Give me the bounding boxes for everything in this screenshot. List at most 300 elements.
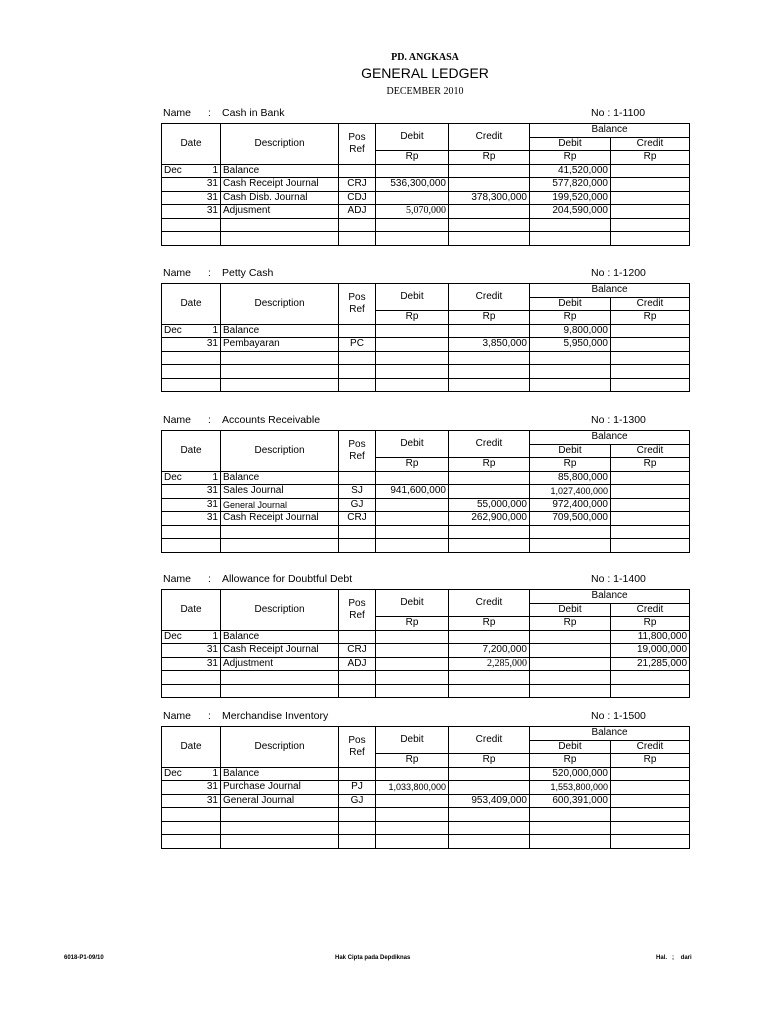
- debit-cell: 941,600,000: [376, 485, 449, 499]
- balance-credit-cell: 11,800,000: [611, 630, 690, 644]
- header-row: [162, 727, 690, 741]
- month-cell: [162, 512, 199, 526]
- ref-cell: [339, 767, 376, 781]
- description-cell: General Journal: [221, 498, 339, 512]
- credit-cell: 55,000,000: [449, 498, 530, 512]
- currency-label: Rp: [611, 458, 690, 472]
- table-row: [162, 471, 690, 485]
- pos-label: Pos: [348, 734, 366, 746]
- day-cell: [199, 351, 221, 365]
- credit-cell: [449, 471, 530, 485]
- balance-credit-cell: [611, 338, 690, 352]
- balance-credit-header: Credit: [611, 137, 690, 151]
- currency-label: Rp: [449, 617, 530, 631]
- ref-cell: CRJ: [339, 178, 376, 192]
- ref-cell: [339, 671, 376, 685]
- date-header: Date: [162, 727, 221, 768]
- ledger-table: [161, 726, 690, 849]
- table-row: [162, 767, 690, 781]
- ref-cell: [339, 835, 376, 849]
- account-header: [161, 414, 689, 430]
- currency-label: Rp: [611, 311, 690, 325]
- balance-credit-cell: [611, 539, 690, 553]
- description-cell: [221, 671, 339, 685]
- table-row: [162, 338, 690, 352]
- balance-debit-cell: 199,520,000: [530, 191, 611, 205]
- description-cell: Balance: [221, 324, 339, 338]
- ledger-table: [161, 430, 690, 553]
- balance-credit-header: Credit: [611, 444, 690, 458]
- colon: :: [208, 710, 211, 722]
- month-cell: [162, 794, 199, 808]
- credit-cell: [449, 205, 530, 219]
- day-cell: 31: [199, 794, 221, 808]
- day-cell: [199, 218, 221, 232]
- description-cell: Cash Receipt Journal: [221, 178, 339, 192]
- balance-header: Balance: [530, 124, 690, 138]
- month-cell: [162, 835, 199, 849]
- month-cell: Dec: [162, 471, 199, 485]
- company-name: PD. ANGKASA: [391, 52, 459, 63]
- balance-credit-cell: [611, 808, 690, 822]
- debit-header: Debit: [376, 431, 449, 458]
- credit-cell: [449, 630, 530, 644]
- month-cell: Dec: [162, 630, 199, 644]
- day-cell: 31: [199, 205, 221, 219]
- table-row: [162, 378, 690, 392]
- header-row: [162, 124, 690, 138]
- table-row: [162, 218, 690, 232]
- balance-credit-cell: [611, 164, 690, 178]
- credit-cell: [449, 218, 530, 232]
- day-cell: 31: [199, 338, 221, 352]
- balance-debit-cell: 709,500,000: [530, 512, 611, 526]
- account-name: Merchandise Inventory: [222, 710, 329, 722]
- account-header: [161, 267, 689, 283]
- ref-label: Ref: [349, 746, 365, 758]
- credit-cell: [449, 178, 530, 192]
- account-name: Allowance for Doubtful Debt: [222, 573, 353, 585]
- ref-cell: [339, 630, 376, 644]
- ref-cell: [339, 218, 376, 232]
- ref-cell: CRJ: [339, 644, 376, 658]
- ref-cell: CDJ: [339, 191, 376, 205]
- day-cell: [199, 232, 221, 246]
- balance-debit-cell: 577,820,000: [530, 178, 611, 192]
- description-cell: Cash Disb. Journal: [221, 191, 339, 205]
- description-cell: Sales Journal: [221, 485, 339, 499]
- balance-debit-cell: [530, 835, 611, 849]
- balance-credit-cell: [611, 324, 690, 338]
- description-header: Description: [221, 284, 339, 325]
- credit-cell: [449, 232, 530, 246]
- description-cell: Pembayaran: [221, 338, 339, 352]
- table-row: [162, 512, 690, 526]
- ref-cell: [339, 525, 376, 539]
- ref-cell: ADJ: [339, 657, 376, 671]
- month-cell: [162, 821, 199, 835]
- month-cell: Dec: [162, 164, 199, 178]
- pos-ref-header: [339, 284, 376, 325]
- day-cell: [199, 378, 221, 392]
- debit-header: Debit: [376, 727, 449, 754]
- day-cell: 31: [199, 644, 221, 658]
- ref-label: Ref: [349, 303, 365, 315]
- description-cell: Adjusment: [221, 205, 339, 219]
- account-number: No : 1-1400: [591, 573, 646, 585]
- ref-cell: [339, 821, 376, 835]
- debit-cell: [376, 218, 449, 232]
- debit-cell: [376, 351, 449, 365]
- table-row: [162, 498, 690, 512]
- description-cell: [221, 684, 339, 698]
- ref-cell: [339, 365, 376, 379]
- balance-credit-cell: [611, 525, 690, 539]
- balance-credit-header: Credit: [611, 603, 690, 617]
- account-number: No : 1-1200: [591, 267, 646, 279]
- ref-cell: [339, 351, 376, 365]
- balance-credit-cell: [611, 835, 690, 849]
- month-cell: [162, 644, 199, 658]
- balance-debit-cell: [530, 365, 611, 379]
- debit-cell: 536,300,000: [376, 178, 449, 192]
- day-cell: 31: [199, 191, 221, 205]
- table-row: [162, 191, 690, 205]
- description-cell: [221, 365, 339, 379]
- pos-ref-header: [339, 124, 376, 165]
- description-cell: [221, 821, 339, 835]
- balance-credit-header: Credit: [611, 297, 690, 311]
- debit-cell: [376, 365, 449, 379]
- currency-label: Rp: [376, 754, 449, 768]
- description-cell: Balance: [221, 630, 339, 644]
- table-row: [162, 164, 690, 178]
- balance-credit-cell: [611, 821, 690, 835]
- credit-cell: 262,900,000: [449, 512, 530, 526]
- ledger-table: [161, 283, 690, 392]
- debit-cell: [376, 324, 449, 338]
- balance-header: Balance: [530, 284, 690, 298]
- day-cell: 31: [199, 657, 221, 671]
- debit-cell: [376, 644, 449, 658]
- account-name: Cash in Bank: [222, 107, 285, 119]
- table-row: [162, 808, 690, 822]
- credit-cell: [449, 767, 530, 781]
- table-row: [162, 794, 690, 808]
- ref-cell: [339, 808, 376, 822]
- ref-cell: [339, 324, 376, 338]
- credit-cell: 7,200,000: [449, 644, 530, 658]
- credit-cell: [449, 684, 530, 698]
- month-cell: [162, 178, 199, 192]
- account-header: [161, 573, 689, 589]
- debit-cell: [376, 767, 449, 781]
- date-header: Date: [162, 284, 221, 325]
- debit-cell: [376, 539, 449, 553]
- balance-debit-cell: [530, 351, 611, 365]
- day-cell: 31: [199, 178, 221, 192]
- ref-cell: ADJ: [339, 205, 376, 219]
- balance-debit-cell: [530, 539, 611, 553]
- ref-cell: [339, 684, 376, 698]
- balance-debit-cell: 1,027,400,000: [530, 485, 611, 499]
- ref-cell: [339, 378, 376, 392]
- currency-label: Rp: [449, 458, 530, 472]
- ref-cell: CRJ: [339, 512, 376, 526]
- balance-debit-cell: [530, 232, 611, 246]
- day-cell: [199, 525, 221, 539]
- debit-cell: 1,033,800,000: [376, 781, 449, 795]
- month-cell: [162, 232, 199, 246]
- table-row: [162, 630, 690, 644]
- ref-cell: PJ: [339, 781, 376, 795]
- balance-debit-cell: 204,590,000: [530, 205, 611, 219]
- balance-credit-cell: [611, 218, 690, 232]
- balance-credit-cell: [611, 485, 690, 499]
- currency-label: Rp: [530, 311, 611, 325]
- balance-debit-cell: [530, 525, 611, 539]
- footer-page: Hal. ; dari: [656, 955, 692, 961]
- description-cell: Balance: [221, 164, 339, 178]
- pos-label: Pos: [348, 291, 366, 303]
- currency-label: Rp: [376, 311, 449, 325]
- colon: :: [208, 267, 211, 279]
- table-row: [162, 781, 690, 795]
- account-header: [161, 107, 689, 123]
- account-name: Accounts Receivable: [222, 414, 321, 426]
- balance-credit-cell: [611, 351, 690, 365]
- description-header: Description: [221, 590, 339, 631]
- description-cell: [221, 808, 339, 822]
- credit-header: Credit: [449, 284, 530, 311]
- table-row: [162, 525, 690, 539]
- balance-debit-header: Debit: [530, 603, 611, 617]
- ledger-account: [161, 414, 689, 553]
- day-cell: 31: [199, 512, 221, 526]
- account-name: Petty Cash: [222, 267, 274, 279]
- account-header: [161, 710, 689, 726]
- balance-credit-cell: [611, 684, 690, 698]
- day-cell: [199, 671, 221, 685]
- date-header: Date: [162, 124, 221, 165]
- debit-cell: [376, 794, 449, 808]
- balance-credit-cell: [611, 498, 690, 512]
- colon: :: [208, 414, 211, 426]
- header-row: [162, 590, 690, 604]
- credit-cell: [449, 781, 530, 795]
- currency-label: Rp: [530, 151, 611, 165]
- currency-label: Rp: [611, 151, 690, 165]
- month-cell: [162, 365, 199, 379]
- balance-credit-cell: [611, 512, 690, 526]
- credit-cell: 378,300,000: [449, 191, 530, 205]
- day-cell: 1: [199, 471, 221, 485]
- table-row: [162, 684, 690, 698]
- credit-header: Credit: [449, 124, 530, 151]
- description-cell: General Journal: [221, 794, 339, 808]
- ref-cell: PC: [339, 338, 376, 352]
- balance-credit-cell: [611, 378, 690, 392]
- debit-cell: [376, 821, 449, 835]
- credit-header: Credit: [449, 727, 530, 754]
- description-header: Description: [221, 124, 339, 165]
- currency-label: Rp: [530, 617, 611, 631]
- balance-debit-header: Debit: [530, 444, 611, 458]
- month-cell: [162, 205, 199, 219]
- pos-label: Pos: [348, 438, 366, 450]
- description-cell: [221, 378, 339, 392]
- footer-copyright: Hak Cipta pada Depdiknas: [335, 955, 411, 961]
- description-cell: Balance: [221, 767, 339, 781]
- ref-label: Ref: [349, 450, 365, 462]
- description-cell: [221, 525, 339, 539]
- page-title: GENERAL LEDGER: [361, 65, 489, 81]
- table-row: [162, 485, 690, 499]
- ref-cell: [339, 539, 376, 553]
- balance-debit-cell: [530, 671, 611, 685]
- debit-cell: [376, 232, 449, 246]
- description-header: Description: [221, 431, 339, 472]
- ref-label: Ref: [349, 143, 365, 155]
- description-cell: Purchase Journal: [221, 781, 339, 795]
- credit-cell: [449, 164, 530, 178]
- ref-cell: [339, 164, 376, 178]
- balance-debit-header: Debit: [530, 297, 611, 311]
- account-number: No : 1-1500: [591, 710, 646, 722]
- day-cell: 31: [199, 498, 221, 512]
- table-row: [162, 324, 690, 338]
- balance-credit-cell: [611, 205, 690, 219]
- month-cell: Dec: [162, 324, 199, 338]
- day-cell: [199, 365, 221, 379]
- credit-cell: [449, 539, 530, 553]
- header-row: [162, 431, 690, 445]
- ledger-account: [161, 710, 689, 849]
- balance-credit-cell: [611, 232, 690, 246]
- date-header: Date: [162, 431, 221, 472]
- month-cell: [162, 485, 199, 499]
- credit-cell: 953,409,000: [449, 794, 530, 808]
- day-cell: 1: [199, 767, 221, 781]
- currency-label: Rp: [376, 617, 449, 631]
- currency-label: Rp: [449, 754, 530, 768]
- day-cell: 1: [199, 630, 221, 644]
- debit-cell: [376, 671, 449, 685]
- ledger-account: [161, 573, 689, 698]
- description-cell: Cash Receipt Journal: [221, 644, 339, 658]
- pos-ref-header: [339, 727, 376, 768]
- ref-cell: SJ: [339, 485, 376, 499]
- ref-cell: GJ: [339, 794, 376, 808]
- balance-debit-cell: 600,391,000: [530, 794, 611, 808]
- balance-debit-cell: [530, 684, 611, 698]
- day-cell: [199, 835, 221, 849]
- month-cell: [162, 218, 199, 232]
- name-label: Name: [163, 414, 192, 426]
- credit-cell: [449, 808, 530, 822]
- table-row: [162, 835, 690, 849]
- month-cell: [162, 191, 199, 205]
- currency-label: Rp: [611, 617, 690, 631]
- balance-credit-cell: [611, 191, 690, 205]
- pos-label: Pos: [348, 597, 366, 609]
- month-cell: [162, 781, 199, 795]
- description-cell: Balance: [221, 471, 339, 485]
- debit-header: Debit: [376, 590, 449, 617]
- table-row: [162, 351, 690, 365]
- account-number: No : 1-1100: [591, 107, 646, 119]
- month-cell: [162, 657, 199, 671]
- balance-debit-cell: [530, 821, 611, 835]
- balance-header: Balance: [530, 431, 690, 445]
- balance-debit-cell: 9,800,000: [530, 324, 611, 338]
- ref-cell: [339, 471, 376, 485]
- balance-credit-cell: [611, 365, 690, 379]
- debit-cell: [376, 191, 449, 205]
- credit-cell: [449, 485, 530, 499]
- balance-credit-cell: [611, 794, 690, 808]
- description-cell: Cash Receipt Journal: [221, 512, 339, 526]
- name-label: Name: [163, 573, 192, 585]
- balance-debit-cell: 85,800,000: [530, 471, 611, 485]
- name-label: Name: [163, 710, 192, 722]
- balance-debit-cell: [530, 218, 611, 232]
- currency-label: Rp: [530, 754, 611, 768]
- table-row: [162, 232, 690, 246]
- balance-debit-cell: 41,520,000: [530, 164, 611, 178]
- debit-cell: [376, 378, 449, 392]
- ledger-account: [161, 107, 689, 246]
- debit-cell: [376, 808, 449, 822]
- debit-cell: [376, 471, 449, 485]
- date-header: Date: [162, 590, 221, 631]
- debit-cell: [376, 657, 449, 671]
- balance-credit-cell: [611, 781, 690, 795]
- description-cell: [221, 218, 339, 232]
- account-number: No : 1-1300: [591, 414, 646, 426]
- balance-credit-cell: [611, 178, 690, 192]
- table-row: [162, 539, 690, 553]
- table-row: [162, 365, 690, 379]
- header-row: [162, 284, 690, 298]
- ref-cell: GJ: [339, 498, 376, 512]
- day-cell: 31: [199, 485, 221, 499]
- month-cell: [162, 351, 199, 365]
- debit-cell: [376, 684, 449, 698]
- balance-debit-cell: [530, 808, 611, 822]
- day-cell: [199, 684, 221, 698]
- month-cell: [162, 498, 199, 512]
- credit-cell: [449, 525, 530, 539]
- balance-debit-header: Debit: [530, 740, 611, 754]
- balance-debit-cell: 5,950,000: [530, 338, 611, 352]
- balance-credit-cell: 21,285,000: [611, 657, 690, 671]
- debit-cell: [376, 164, 449, 178]
- table-row: [162, 671, 690, 685]
- currency-label: Rp: [530, 458, 611, 472]
- balance-debit-cell: [530, 657, 611, 671]
- table-row: [162, 205, 690, 219]
- balance-debit-cell: 972,400,000: [530, 498, 611, 512]
- debit-header: Debit: [376, 284, 449, 311]
- balance-debit-cell: 520,000,000: [530, 767, 611, 781]
- month-cell: Dec: [162, 767, 199, 781]
- ledger-account: [161, 267, 689, 392]
- pos-label: Pos: [348, 131, 366, 143]
- currency-label: Rp: [449, 311, 530, 325]
- balance-credit-cell: [611, 671, 690, 685]
- credit-cell: [449, 365, 530, 379]
